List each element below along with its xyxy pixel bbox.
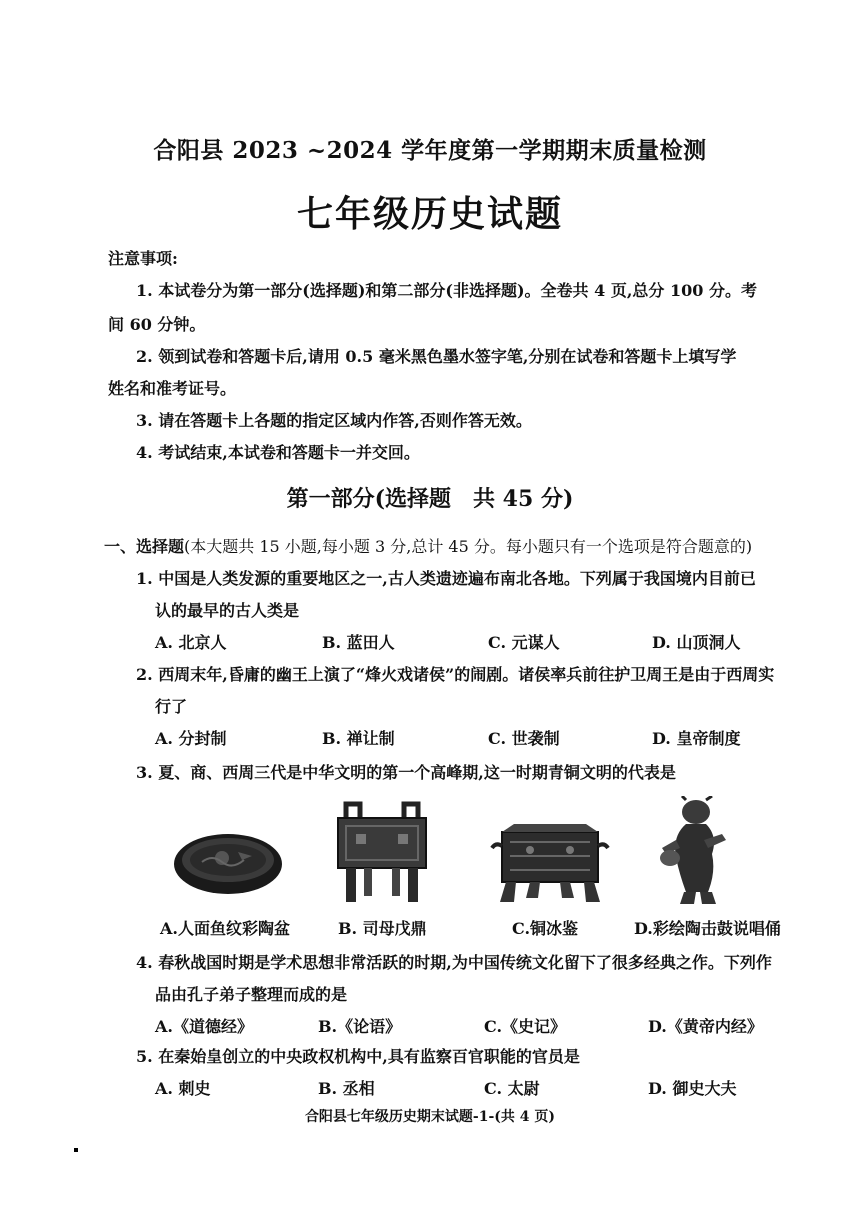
section-1-instruction — [104, 534, 752, 557]
q3-stem-line-1: 3. 夏、商、西周三代是中华文明的第一个高峰期,这一时期青铜文明的代表是 — [136, 763, 676, 782]
section-1-title: 第一部分(选择题 共 45 分) — [286, 486, 574, 512]
q4-stem-line-1: 4. 春秋战国时期是学术思想非常活跃的时期,为中国传统文化留下了很多经典之作。下列作 — [136, 953, 772, 972]
q2-stem-line-1: 2. 西周末年,昏庸的幽王上演了“烽火戏诸侯”的闹剧。诸侯率兵前往护卫周王是由于西周实 — [136, 665, 775, 684]
q5-option-b: B. 丞相 — [318, 1079, 375, 1098]
q2-stem-line-2: 行了 — [155, 697, 188, 716]
q2-option-c: C. 世袭制 — [488, 729, 560, 748]
instruction-text: (本大题共 15 小题,每小题 3 分,总计 45 分。每小题只有一个选项是符合题意的) — [184, 537, 753, 556]
q1-stem-line-1: 1. 中国是人类发源的重要地区之一,古人类遗迹遍布南北各地。下列属于我国境内目前已 — [136, 569, 756, 588]
q3-option-c: C.铜冰鉴 — [512, 919, 579, 938]
exam-header-title: 合阳县 2023 ~2024 学年度第一学期期末质量检测 — [153, 137, 707, 164]
instruction-label: 一、选择题 — [104, 537, 185, 556]
storyteller-figurine-image — [656, 796, 736, 906]
pottery-basin-image — [172, 830, 284, 896]
bronze-icebox-image — [490, 822, 610, 906]
q5-stem-line-1: 5. 在秦始皇创立的中央政权机构中,具有监察百官职能的官员是 — [136, 1047, 580, 1066]
exam-subject-title: 七年级历史试题 — [296, 193, 563, 235]
q3-option-a: A.人面鱼纹彩陶盆 — [160, 919, 290, 938]
note-line-2-cont: 姓名和准考证号。 — [108, 379, 237, 398]
q1-option-c: C. 元谋人 — [488, 633, 560, 652]
q1-option-d: D. 山顶洞人 — [652, 633, 741, 652]
q5-option-a: A. 刺史 — [155, 1079, 211, 1098]
q3-option-d: D.彩绘陶击鼓说唱俑 — [634, 919, 781, 938]
q1-option-b: B. 蓝田人 — [322, 633, 395, 652]
q3-option-b: B. 司母戊鼎 — [338, 919, 427, 938]
q4-stem-line-2: 品由孔子弟子整理而成的是 — [155, 985, 348, 1004]
note-line-3: 3. 请在答题卡上各题的指定区域内作答,否则作答无效。 — [136, 411, 532, 430]
ding-vessel-image — [332, 800, 432, 904]
q5-option-c: C. 太尉 — [484, 1079, 540, 1098]
q4-option-d: D.《黄帝内经》 — [648, 1017, 763, 1036]
scan-speck — [74, 1148, 78, 1152]
q5-option-d: D. 御史大夫 — [648, 1079, 737, 1098]
note-line-1-cont: 间 60 分钟。 — [108, 315, 206, 334]
q4-option-c: C.《史记》 — [484, 1017, 567, 1036]
notes-heading: 注意事项: — [108, 249, 178, 268]
q2-option-d: D. 皇帝制度 — [652, 729, 741, 748]
note-line-4: 4. 考试结束,本试卷和答题卡一并交回。 — [136, 443, 420, 462]
q1-option-a: A. 北京人 — [155, 633, 227, 652]
q1-stem-line-2: 认的最早的古人类是 — [155, 601, 300, 620]
q4-option-b: B.《论语》 — [318, 1017, 402, 1036]
note-line-1: 1. 本试卷分为第一部分(选择题)和第二部分(非选择题)。全卷共 4 页,总分 100 分。考 — [136, 281, 757, 300]
q2-option-b: B. 禅让制 — [322, 729, 395, 748]
note-line-2: 2. 领到试卷和答题卡后,请用 0.5 毫米黑色墨水签字笔,分别在试卷和答题卡上填写学 — [136, 347, 737, 366]
page-footer: 合阳县七年级历史期末试题-1-(共 4 页) — [304, 1109, 556, 1125]
q2-option-a: A. 分封制 — [155, 729, 227, 748]
q4-option-a: A.《道德经》 — [155, 1017, 253, 1036]
